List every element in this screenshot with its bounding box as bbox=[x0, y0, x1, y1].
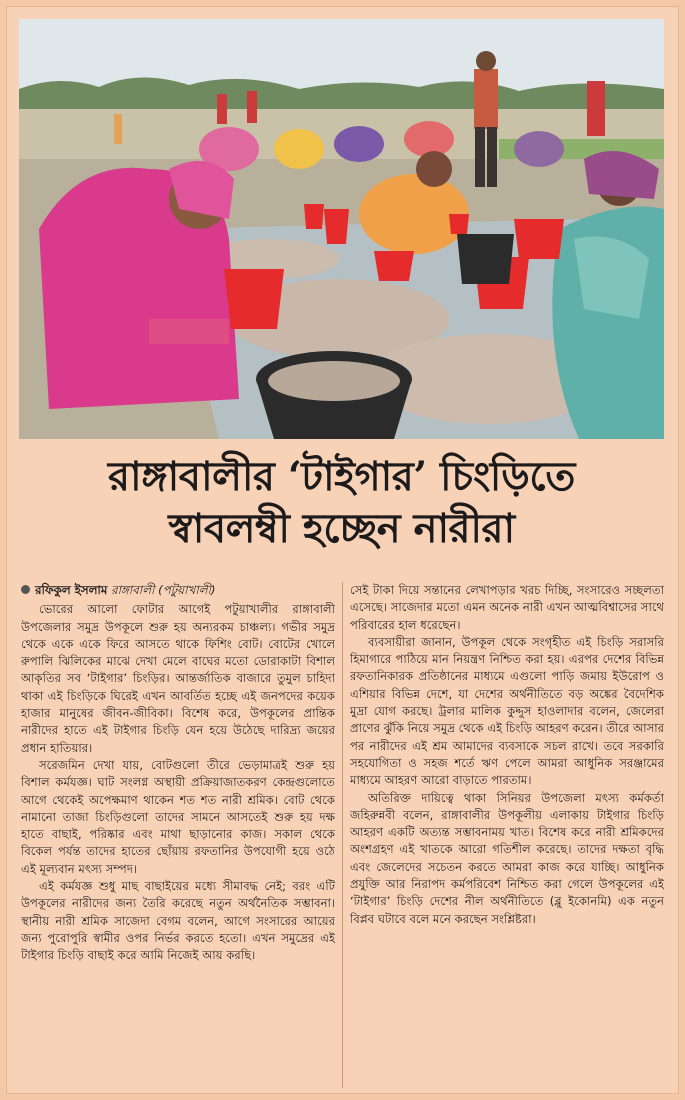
news-photo bbox=[19, 19, 664, 439]
byline bbox=[21, 582, 335, 599]
byline-author: রফিকুল ইসলাম bbox=[35, 583, 108, 597]
article-body bbox=[21, 582, 664, 1088]
paragraph-6: অতিরিক্ত দায়িত্বে থাকা সিনিয়র উপজেলা মৎস্য কর্মকর্তা জহিরুন্নবী বলেন, রাঙ্গাবালীর উপকূলীয় এলাকায় টাইগার চিংড়ি আহরণ একটি অত্যন্ত সম্ভাবনাময় খাত। বিশেষ করে নারী শ্রমিকদের অংশগ্রহণ এই খাতকে আরো গতিশীল করেছে। তাদের দক্ষতা বৃদ্ধি এবং জেলেদের সচেতন করতে আমরা কাজ করে যাচ্ছি। আধুনিক প্রযুক্তি আর নিরাপদ কর্মপরিবেশ নিশ্চিত করা গেলে উপকূলের এই ‘টাইগার’ চিংড়ি দেশের নীল অর্থনীতিতে (ব্লু ইকোনমি) এক নতুন বিপ্লব ঘটাবে বলে মনে করছেন সংশ্লিষ্টরা। bbox=[350, 790, 664, 926]
paragraph-2: সরেজমিন দেখা যায়, বোটগুলো তীরে ভেড়ামাত্রই শুরু হয় বিশাল কর্মযজ্ঞ। ঘাট সংলগ্ন অস্থায়ী প্রক্রিয়াজাতকরণ কেন্দ্রগুলোতে আগে থেকেই অপেক্ষমাণ থাকেন শত শত নারী শ্রমিক। বোট থেকে নামানো তাজা চিংড়িগুলো তাদের সামনে আসতেই শুরু হয় দক্ষ হাতে বাছাই, পরিষ্কার এবং মাথা ছাড়ানোর কাজ। সকাল থেকে বিকেল পর্যন্ত তাদের হাতের ছোঁয়ায় রফতানির উপযোগী হয়ে ওঠে এই মূল্যবান মৎস্য সম্পদ। bbox=[21, 757, 335, 876]
headline-line-2: স্বাবলম্বী হচ্ছেন নারীরা bbox=[168, 505, 515, 552]
paragraph-3: এই কর্মযজ্ঞ শুধু মাছ বাছাইয়ের মধ্যে সীমাবদ্ধ নেই; বরং এটি উপকূলের নারীদের জন্য তৈরি করেছে নতুন অর্থনৈতিক সম্ভাবনা। স্থানীয় নারী শ্রমিক সাজেদা বেগম বলেন, আগে সংসারের আয়ের জন্য পুরোপুরি স্বামীর ওপর নির্ভর করতে হতো। এখন সমুদ্রের এই টাইগার চিংড়ি বাছাই করে আমি নিজেই আয় করছি। bbox=[21, 879, 335, 963]
column-divider bbox=[342, 582, 343, 1088]
headline-line-1: রাঙ্গাবালীর ‘টাইগার’ চিংড়িতে bbox=[108, 453, 575, 500]
paragraph-5: ব্যবসায়ীরা জানান, উপকূল থেকে সংগৃহীত এই চিংড়ি সরাসরি হিমাগারে পাঠিয়ে মান নিয়ন্ত্রণ নিশ্চিত করা হয়। এরপর দেশের বিভিন্ন রফতানিকারক প্রতিষ্ঠানের মাধ্যমে এগুলো পাড়ি জমায় ইউরোপ ও এশিয়ার বিভিন্ন দেশে, যা দেশের অর্থনীতিতে বড় অঙ্কের বৈদেশিক মুদ্রা যোগ করছে। ট্রলার মালিক কুদ্দুস হাওলাদার বলেন, জেলেরা প্রাণের ঝুঁকি নিয়ে সমুদ্র থেকে এই চিংড়ি আহরণ করেন। তীরে আসার পর নারীদের এই শ্রম আমাদের ব্যবসাকে সচল রাখে। তবে সরকারি সহযোগিতা ও সহজ শর্তে ঋণ পেলে আমরা আধুনিক সরঞ্জামের মাধ্যমে আহরণ আরো বাড়াতে পারতাম। bbox=[350, 634, 664, 788]
headline bbox=[19, 451, 664, 555]
column-left bbox=[21, 582, 335, 1088]
bullet-icon bbox=[21, 585, 30, 594]
column-right bbox=[350, 582, 664, 1088]
byline-place: রাঙ্গাবালী (পটুয়াখালী) bbox=[111, 583, 216, 597]
paragraph-4: সেই টাকা দিয়ে সন্তানের লেখাপড়ার খরচ দিচ্ছি, সংসারেও সচ্ছলতা এসেছে। সাজেদার মতো এমন অনেক নারী এখন আত্মবিশ্বাসের সাথে পরিবারের হাল ধরেছেন। bbox=[350, 583, 664, 632]
paragraph-1: ভোরের আলো ফোটার আগেই পটুয়াখালীর রাঙ্গাবালী উপজেলার সমুদ্র উপকূলে শুরু হয় অন্যরকম চাঞ্চল্য। গভীর সমুদ্র থেকে একে একে ফিরে আসতে থাকে ফিশিং বোট। বোটের খোলে রুপালি ঝিলিকের মাঝে দেখা মেলে বাঘের মতো ডোরাকাটা বিশাল আকৃতির সব ‘টাইগার’ চিংড়ির। আন্তর্জাতিক বাজারে তুমুল চাহিদা থাকা এই চিংড়িকে ঘিরেই এখন আবর্তিত হচ্ছে এই জনপদের কয়েক হাজার মানুষের জীবন-জীবিকা। বিশেষ করে, উপকূলের প্রান্তিক নারীদের হাতে এই টাইগার চিংড়ি যেন হয়ে উঠেছে দারিদ্র্য জয়ের প্রধান হাতিয়ার। bbox=[21, 602, 335, 755]
photo-image-icon bbox=[19, 19, 664, 439]
newspaper-clipping bbox=[6, 6, 679, 1094]
